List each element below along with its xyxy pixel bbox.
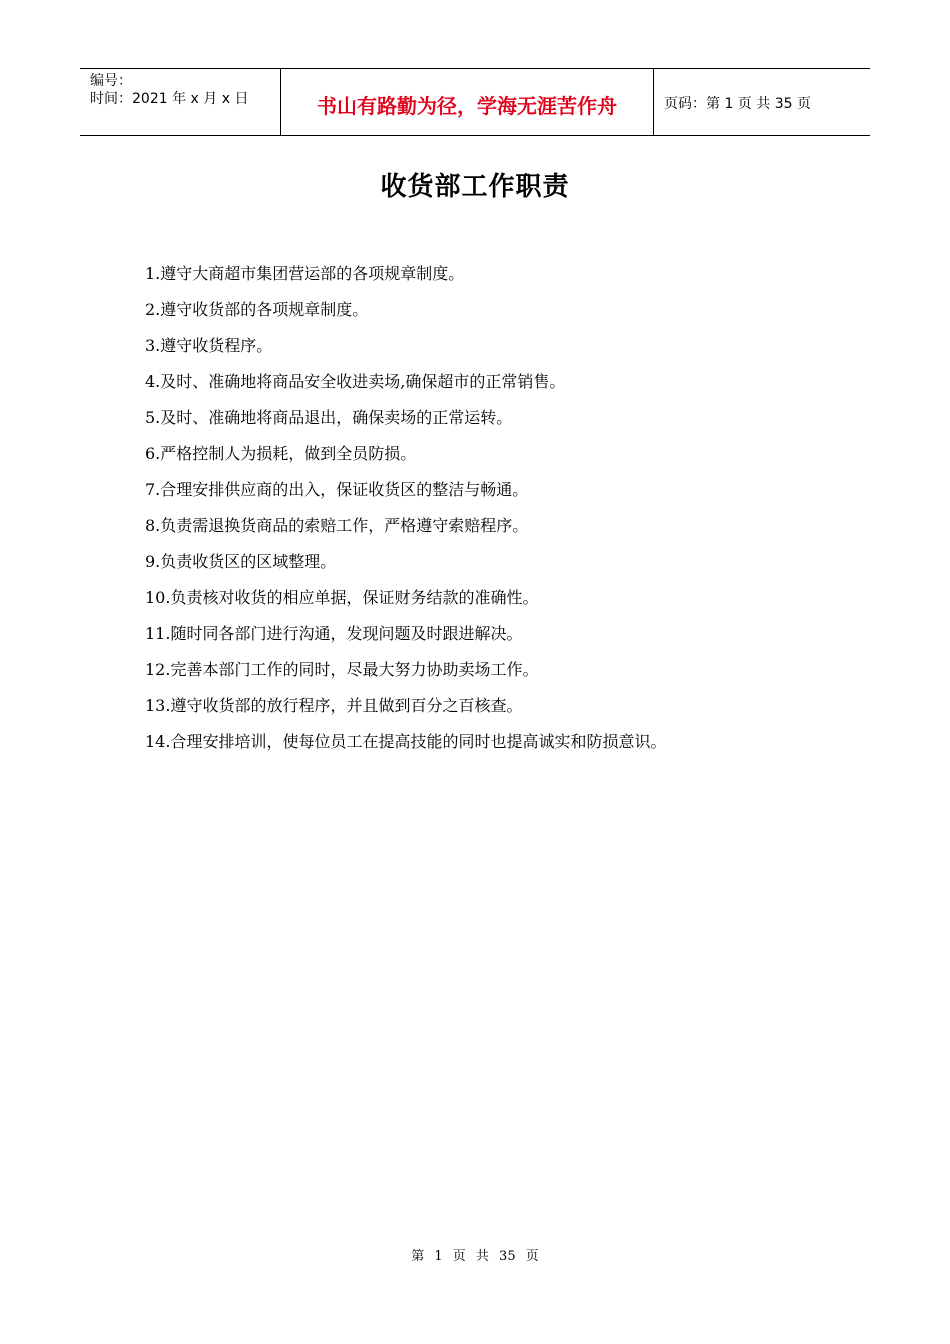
- list-item: 10.负责核对收货的相应单据，保证财务结款的准确性。: [145, 588, 539, 607]
- list-item: 13.遵守收货部的放行程序，并且做到百分之百核查。: [145, 696, 523, 715]
- list-item: 5.及时、准确地将商品退出，确保卖场的正常运转。: [145, 408, 513, 427]
- list-item: 14.合理安排培训，使每位员工在提高技能的同时也提高诚实和防损意识。: [145, 732, 667, 751]
- document-header: [80, 68, 870, 136]
- list-item: 1.遵守大商超市集团营运部的各项规章制度。: [145, 264, 465, 283]
- list-item: 8.负责需退换货商品的索赔工作，严格遵守索赔程序。: [145, 516, 529, 535]
- list-item: 12.完善本部门工作的同时，尽最大努力协助卖场工作。: [145, 660, 539, 679]
- header-motto: 书山有路勤为径，学海无涯苦作舟: [281, 69, 654, 135]
- header-meta: [80, 69, 281, 135]
- list-item: 4.及时、准确地将商品安全收进卖场,确保超市的正常销售。: [145, 372, 566, 391]
- list-item: 9.负责收货区的区域整理。: [145, 552, 337, 571]
- list-item: 2.遵守收货部的各项规章制度。: [145, 300, 369, 319]
- time-label: 时间：2021 年 x 月 x 日: [90, 91, 249, 107]
- code-label: 编号：: [90, 73, 132, 89]
- list-item: 3.遵守收货程序。: [145, 336, 273, 355]
- list-item: 11.随时同各部门进行沟通，发现问题及时跟进解决。: [145, 624, 523, 643]
- header-page-info: 页码：第 1 页 共 35 页: [664, 96, 811, 112]
- duty-list: [145, 256, 865, 760]
- document-title: 收货部工作职责: [380, 172, 570, 202]
- page-footer: 第 1 页 共 35 页: [411, 1249, 539, 1264]
- list-item: 7.合理安排供应商的出入，保证收货区的整洁与畅通。: [145, 480, 529, 499]
- list-item: 6.严格控制人为损耗，做到全员防损。: [145, 444, 417, 463]
